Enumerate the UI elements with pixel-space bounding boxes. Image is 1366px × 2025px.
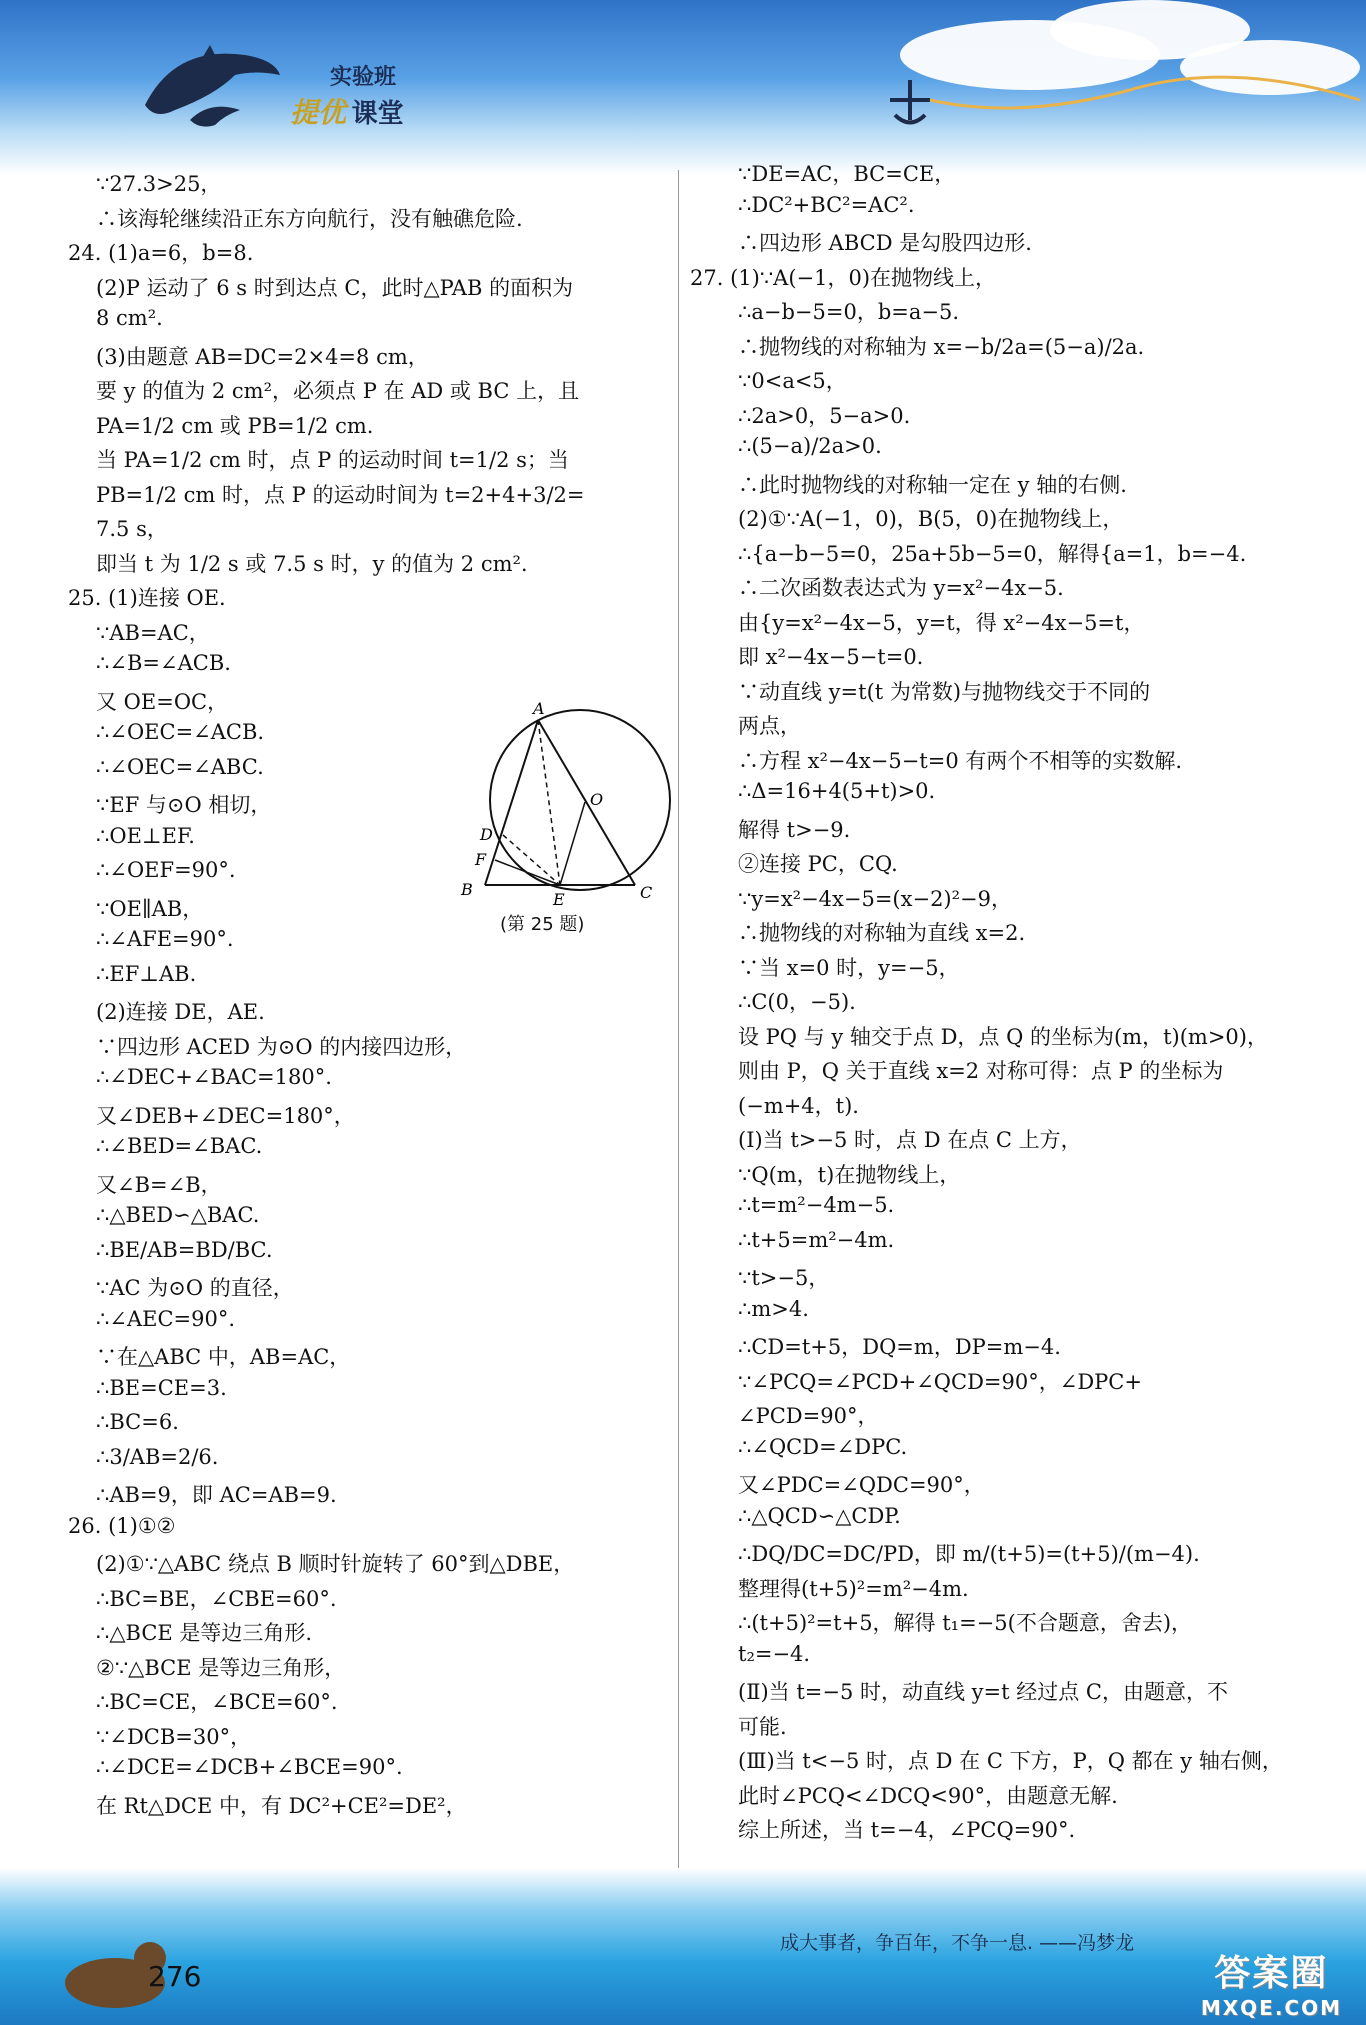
text-line: ∴m>4. bbox=[738, 1296, 809, 1321]
text-line: ∴BE/AB=BD/BC. bbox=[96, 1237, 273, 1262]
text-line: ∵当 x=0 时，y=−5， bbox=[738, 955, 960, 980]
text-line: 设 PQ 与 y 轴交于点 D，点 Q 的坐标为(m，t)(m>0)， bbox=[738, 1024, 1268, 1049]
text-line: 两点， bbox=[738, 714, 801, 738]
text-line: ∴EF⊥AB. bbox=[96, 961, 197, 986]
text-line: 即当 t 为 1/2 s 或 7.5 s 时，y 的值为 2 cm². bbox=[96, 551, 528, 576]
segment-de bbox=[503, 835, 560, 885]
column-divider bbox=[678, 170, 679, 1870]
text-line: ∴∠BED=∠BAC. bbox=[96, 1134, 263, 1158]
brand-top: 实验班 bbox=[330, 65, 397, 90]
text-line: (Ⅲ)当 t<−5 时，点 D 在 C 下方，P，Q 都在 y 轴右侧， bbox=[738, 1749, 1283, 1773]
text-line: ∵∠DCB=30°， bbox=[96, 1724, 252, 1749]
text-line: 要 y 的值为 2 cm²，必须点 P 在 AD 或 BC 上，且 bbox=[96, 379, 580, 403]
brand-bottom: 课堂 bbox=[351, 99, 404, 129]
text-line: ∠PCD=90°， bbox=[738, 1404, 879, 1428]
text-line: (Ⅰ)当 t>−5 时，点 D 在点 C 上方， bbox=[738, 1128, 1082, 1152]
text-line: ∴方程 x²−4x−5−t=0 有两个不相等的实数解. bbox=[738, 748, 1183, 773]
text-line: ∵0<a<5， bbox=[738, 369, 847, 393]
label-b: B bbox=[461, 880, 473, 899]
watermark-cn: 答案圈 bbox=[1214, 1953, 1329, 1994]
text-line: PA=1/2 cm 或 PB=1/2 cm. bbox=[96, 413, 374, 438]
text-line: ∴∠B=∠ACB. bbox=[96, 651, 231, 675]
segment-oe bbox=[560, 802, 585, 885]
text-line: ∵y=x²−4x−5=(x−2)²−9， bbox=[738, 886, 1012, 911]
text-line: ∵在△ABC 中，AB=AC， bbox=[96, 1345, 351, 1369]
text-line: 可能. bbox=[738, 1714, 787, 1739]
brand-logo bbox=[290, 60, 404, 131]
text-line: 8 cm². bbox=[96, 306, 163, 330]
segment-ab bbox=[485, 720, 538, 885]
text-line: ∴该海轮继续沿正东方向航行，没有触礁危险. bbox=[96, 206, 523, 231]
text-line: 此时∠PCQ<∠DCQ<90°，由题意无解. bbox=[738, 1783, 1118, 1808]
text-line: 又∠PDC=∠QDC=90°， bbox=[738, 1473, 985, 1497]
text-line: ∴△BCE 是等边三角形. bbox=[96, 1621, 313, 1645]
text-line: ∴BC=6. bbox=[96, 1410, 179, 1434]
text-line: ∵OE∥AB， bbox=[96, 896, 204, 921]
circle-o bbox=[490, 710, 670, 890]
text-line: ∴a−b−5=0，b=a−5. bbox=[738, 300, 960, 324]
text-line: ∴(t+5)²=t+5，解得 t₁=−5(不合题意，舍去)， bbox=[738, 1611, 1193, 1635]
text-line: ∵Q(m，t)在抛物线上， bbox=[738, 1162, 961, 1187]
watermark-url: MXQE.COM bbox=[1200, 1996, 1342, 2020]
text-line: ∴C(0，−5). bbox=[738, 990, 856, 1014]
text-line: ∴∠OEC=∠ABC. bbox=[96, 754, 264, 779]
text-line: (3)由题意 AB=DC=2×4=8 cm， bbox=[96, 344, 429, 369]
footer-motto: 成大事者，争百年，不争一息. ——冯梦龙 bbox=[780, 1932, 1135, 1954]
text-line: ∴DC²+BC²=AC². bbox=[738, 192, 915, 217]
page-footer bbox=[0, 1868, 1366, 2025]
segment-ac bbox=[538, 720, 635, 885]
text-line: (2)①∵A(−1，0)，B(5，0)在抛物线上， bbox=[738, 507, 1124, 531]
text-line: ∴(5−a)/2a>0. bbox=[738, 434, 882, 458]
figure-caption: (第 25 题) bbox=[500, 914, 585, 935]
text-line: 当 PA=1/2 cm 时，点 P 的运动时间 t=1/2 s；当 bbox=[96, 448, 569, 472]
text-line: 在 Rt△DCE 中，有 DC²+CE²=DE²， bbox=[96, 1793, 467, 1818]
text-line: ∴{a−b−5=0，25a+5b−5=0，解得{a=1，b=−4. bbox=[738, 541, 1247, 566]
label-a: A bbox=[533, 700, 545, 718]
text-line: t₂=−4. bbox=[738, 1641, 811, 1666]
page-header bbox=[0, 0, 1366, 175]
brand-hand: 提优 bbox=[290, 96, 347, 129]
text-line: ∴△QCD∽△CDP. bbox=[738, 1503, 901, 1528]
text-line: ∵EF 与⊙O 相切， bbox=[96, 793, 272, 817]
text-line: ∴t=m²−4m−5. bbox=[738, 1193, 895, 1217]
text-line: 则由 P，Q 关于直线 x=2 对称可得：点 P 的坐标为 bbox=[738, 1059, 1224, 1083]
text-line: ∴抛物线的对称轴为直线 x=2. bbox=[738, 921, 1026, 945]
segment-ae bbox=[538, 720, 560, 885]
watermark bbox=[1201, 1945, 1342, 2020]
text-line: 7.5 s， bbox=[96, 517, 168, 541]
text-line: ∵27.3>25， bbox=[96, 172, 222, 196]
text-line: ∴2a>0，5−a>0. bbox=[738, 403, 911, 428]
text-line: ∵四边形 ACED 为⊙O 的内接四边形， bbox=[96, 1034, 467, 1059]
text-line: ∴∠OEF=90°. bbox=[96, 858, 236, 882]
text-line: ∴OE⊥EF. bbox=[96, 823, 195, 848]
text-line: 又∠DEB+∠DEC=180°， bbox=[96, 1103, 355, 1128]
text-line: ∴BE=CE=3. bbox=[96, 1375, 227, 1400]
text-line: ∵∠PCQ=∠PCD+∠QCD=90°，∠DPC+ bbox=[738, 1369, 1142, 1394]
text-line: ∴∠OEC=∠ACB. bbox=[96, 720, 265, 744]
text-line: ∴四边形 ABCD 是勾股四边形. bbox=[738, 231, 1032, 255]
anchor-icon bbox=[870, 60, 1366, 140]
text-line: (2)①∵△ABC 绕点 B 顺时针旋转了 60°到△DBE， bbox=[96, 1552, 575, 1576]
text-line: ∵AC 为⊙O 的直径， bbox=[96, 1276, 294, 1300]
text-line: 又 OE=OC， bbox=[96, 689, 229, 714]
text-line: (2)连接 DE，AE. bbox=[96, 1000, 265, 1024]
page-number: 276 bbox=[148, 1960, 202, 1993]
label-c: C bbox=[640, 883, 653, 902]
text-line: 27. (1)∵A(−1，0)在抛物线上， bbox=[690, 265, 997, 290]
text-line: 由{y=x²−4x−5，y=t，得 x²−4x−5=t， bbox=[738, 610, 1145, 635]
geometry-figure bbox=[455, 700, 685, 940]
small-dolphin-icon bbox=[185, 95, 245, 135]
text-line: 24. (1)a=6，b=8. bbox=[68, 241, 254, 265]
label-e: E bbox=[553, 890, 565, 909]
text-line: ∴BC=BE，∠CBE=60°. bbox=[96, 1586, 337, 1611]
text-line: ∴∠DEC+∠BAC=180°. bbox=[96, 1065, 332, 1089]
text-line: ∴3/AB=2/6. bbox=[96, 1444, 219, 1469]
text-line: (−m+4，t). bbox=[738, 1093, 859, 1118]
text-line: 整理得(t+5)²=m²−4m. bbox=[738, 1576, 969, 1601]
text-line: ∴∠DCE=∠DCB+∠BCE=90°. bbox=[96, 1755, 403, 1779]
text-line: 解得 t>−9. bbox=[738, 817, 851, 842]
text-line: 又∠B=∠B， bbox=[96, 1172, 222, 1197]
text-line: (2)P 运动了 6 s 时到达点 C，此时△PAB 的面积为 bbox=[96, 275, 574, 300]
text-line: ∴△BED∽△BAC. bbox=[96, 1203, 260, 1227]
text-line: ∴DQ/DC=DC/PD，即 m/(t+5)=(t+5)/(m−4). bbox=[738, 1542, 1200, 1566]
text-line: ∴∠AEC=90°. bbox=[96, 1306, 236, 1331]
text-line: 25. (1)连接 OE. bbox=[68, 586, 226, 610]
text-line: ②∵△BCE 是等边三角形， bbox=[96, 1655, 346, 1680]
text-line: ∵t>−5， bbox=[738, 1266, 830, 1290]
text-line: 综上所述，当 t=−4，∠PCQ=90°. bbox=[738, 1818, 1076, 1842]
text-line: ∴∠AFE=90°. bbox=[96, 927, 234, 951]
text-line: ∴BC=CE，∠BCE=60°. bbox=[96, 1690, 338, 1714]
text-line: ∴CD=t+5，DQ=m，DP=m−4. bbox=[738, 1335, 1061, 1359]
text-line: ∴Δ=16+4(5+t)>0. bbox=[738, 779, 936, 803]
segment-ef bbox=[495, 860, 560, 885]
text-line: ∴AB=9，即 AC=AB=9. bbox=[96, 1483, 337, 1507]
text-line: ∵动直线 y=t(t 为常数)与抛物线交于不同的 bbox=[738, 679, 1151, 704]
text-line: 即 x²−4x−5−t=0. bbox=[738, 645, 924, 669]
text-line: 26. (1)①② bbox=[68, 1513, 176, 1538]
text-line: ②连接 PC，CQ. bbox=[738, 852, 898, 876]
text-line: PB=1/2 cm 时，点 P 的运动时间为 t=2+4+3/2= bbox=[96, 482, 585, 507]
label-o: O bbox=[590, 790, 604, 809]
text-line: ∴抛物线的对称轴为 x=−b/2a=(5−a)/2a. bbox=[738, 334, 1145, 359]
text-line: ∴∠QCD=∠DPC. bbox=[738, 1434, 908, 1459]
text-line: ∴t+5=m²−4m. bbox=[738, 1227, 895, 1252]
label-d: D bbox=[480, 825, 493, 844]
text-line: ∴二次函数表达式为 y=x²−4x−5. bbox=[738, 576, 1064, 600]
text-line: ∵DE=AC，BC=CE， bbox=[738, 162, 956, 186]
text-line: ∵AB=AC， bbox=[96, 620, 210, 645]
label-f: F bbox=[475, 850, 487, 869]
text-line: (Ⅱ)当 t=−5 时，动直线 y=t 经过点 C，由题意，不 bbox=[738, 1680, 1228, 1704]
text-line: ∴此时抛物线的对称轴一定在 y 轴的右侧. bbox=[738, 472, 1127, 497]
